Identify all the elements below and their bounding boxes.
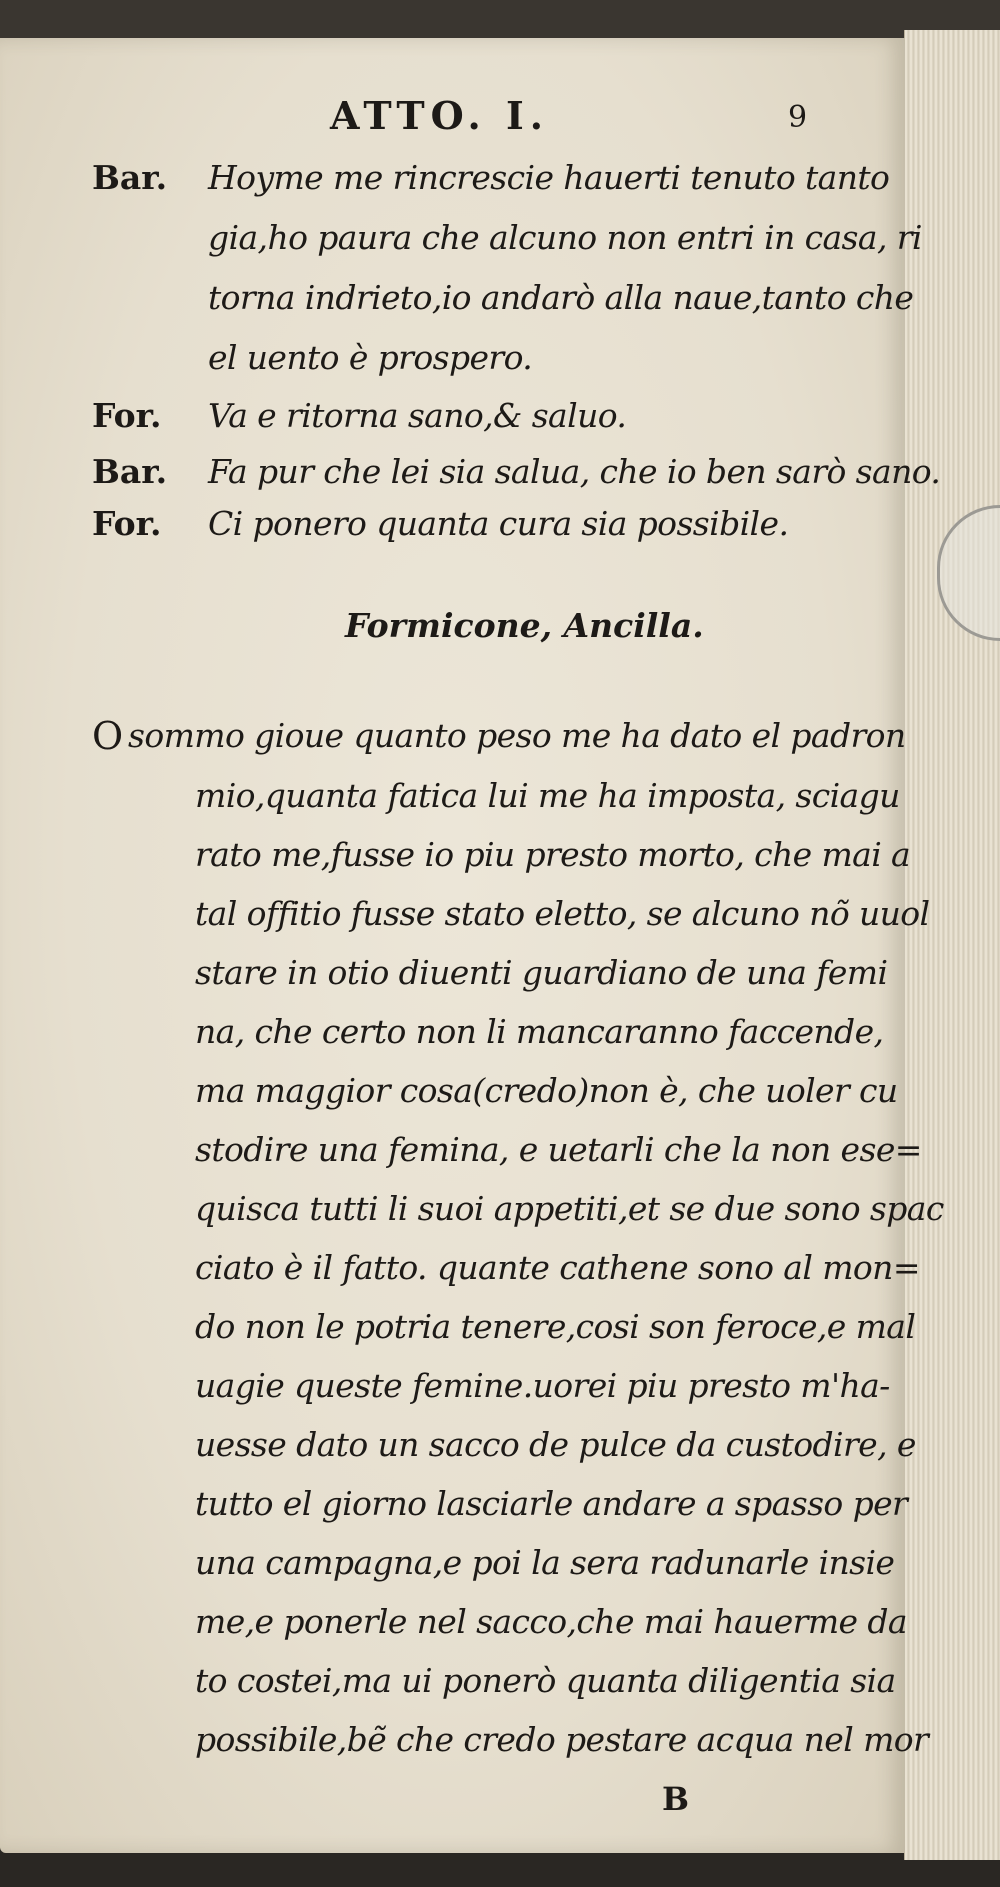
monologue-line: mio,quanta fatica lui me ha imposta, sciagu xyxy=(195,776,900,815)
signature-mark: B xyxy=(662,1780,690,1818)
monologue-line: una campagna,e poi la sera radunarle insie xyxy=(195,1543,895,1582)
dialogue-line: Hoyme me rincrescie hauerti tenuto tanto xyxy=(208,158,890,197)
monologue-line: tal offitio fusse stato eletto, se alcuno nõ uuol xyxy=(195,894,930,933)
speaker-label: For. xyxy=(92,504,162,543)
initial-letter: O xyxy=(92,714,124,758)
monologue-line: stodire una femina, e uetarli che la non ese= xyxy=(195,1130,922,1169)
monologue-line: sommo gioue quanto peso me ha dato el padron xyxy=(128,716,906,755)
dialogue-line: torna indrieto,io andarò alla naue,tanto che xyxy=(208,278,914,317)
running-header: ATTO. I. xyxy=(330,93,549,138)
monologue-line: uagie queste femine.uorei piu presto m'ha- xyxy=(195,1366,890,1405)
monologue-line: tutto el giorno lasciarle andare a spasso per xyxy=(195,1484,908,1523)
monologue-line: uesse dato un sacco de pulce da custodire, e xyxy=(195,1425,916,1464)
dialogue-line: gia,ho paura che alcuno non entri in casa, ri xyxy=(208,218,922,257)
page-edges xyxy=(904,30,1000,1860)
monologue-line: rato me,fusse io piu presto morto, che mai a xyxy=(195,835,911,874)
monologue-line: ciato è il fatto. quante cathene sono al mon= xyxy=(195,1248,920,1287)
dialogue-line: el uento è prospero. xyxy=(208,338,533,377)
monologue-line: ma maggior cosa(credo)non è, che uoler cu xyxy=(195,1071,898,1110)
monologue-line: me,e ponerle nel sacco,che mai hauerme da xyxy=(195,1602,907,1641)
monologue-line: possibile,bẽ che credo pestare acqua nel mor xyxy=(195,1720,929,1759)
speaker-label: Bar. xyxy=(92,452,168,491)
monologue-line: do non le potria tenere,cosi son feroce,e mal xyxy=(195,1307,916,1346)
dialogue-line: Fa pur che lei sia salua, che io ben sarò sano. xyxy=(208,452,941,491)
book-page xyxy=(0,38,944,1853)
scene-heading: Formicone, Ancilla. xyxy=(345,606,704,645)
folio-number: 9 xyxy=(788,100,808,135)
monologue-line: to costei,ma ui ponerò quanta diligentia sia xyxy=(195,1661,896,1700)
monologue-line: stare in otio diuenti guardiano de una femi xyxy=(195,953,888,992)
speaker-label: For. xyxy=(92,396,162,435)
monologue-line: quisca tutti li suoi appetiti,et se due sono spac xyxy=(195,1189,944,1228)
speaker-label: Bar. xyxy=(92,158,168,197)
dialogue-line: Ci ponero quanta cura sia possibile. xyxy=(208,504,789,543)
dialogue-line: Va e ritorna sano,& saluo. xyxy=(208,396,627,435)
monologue-line: na, che certo non li mancaranno faccende, xyxy=(195,1012,884,1051)
